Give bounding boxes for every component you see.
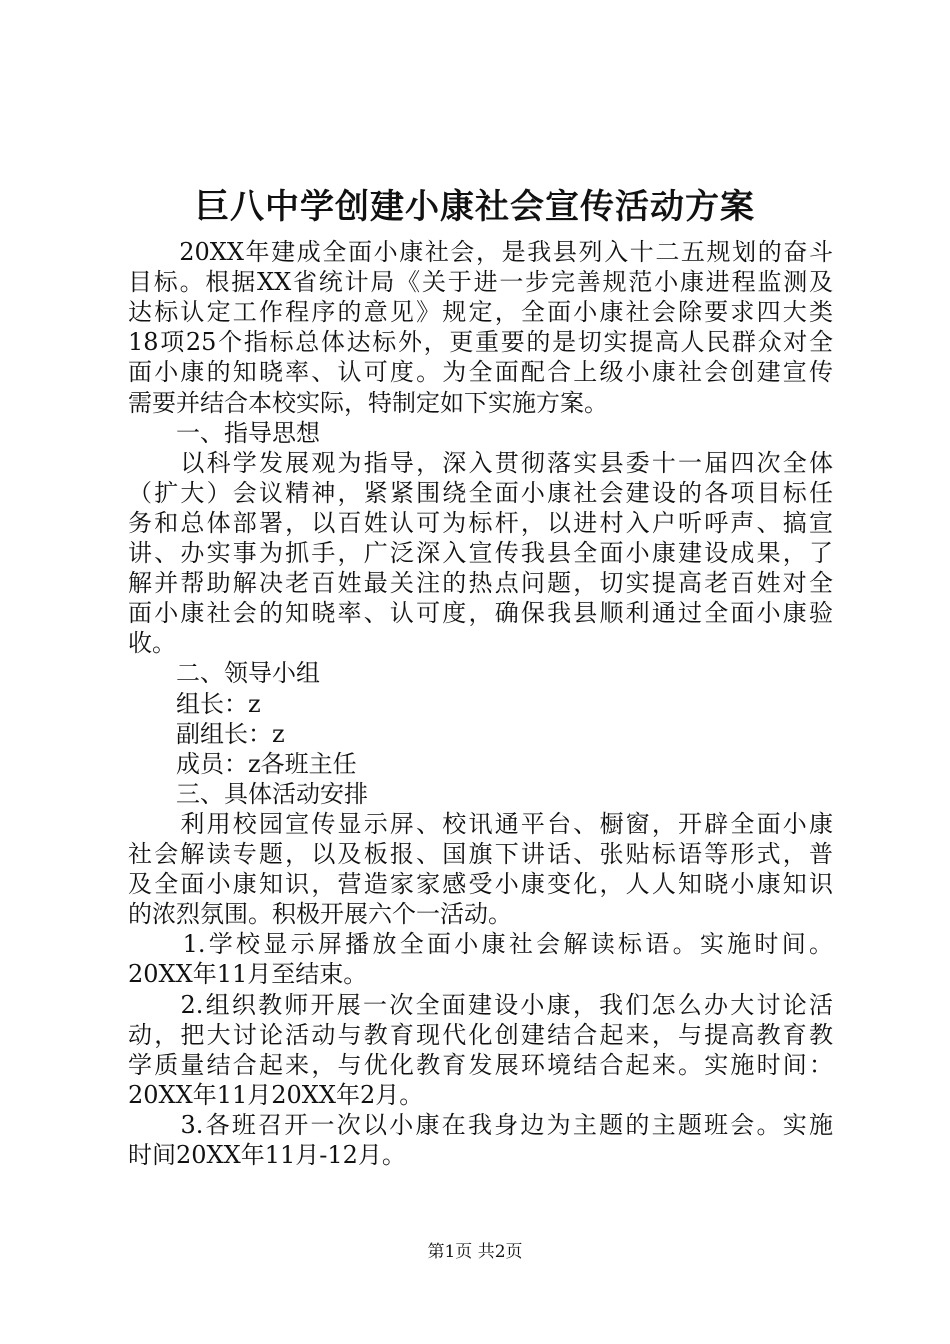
body-line: 需要并结合本校实际，特制定如下实施方案。 <box>128 389 608 417</box>
body-line: 解并帮助解决老百姓最关注的热点问题，切实提高老百姓对全 <box>128 569 833 597</box>
document-title: 巨八中学创建小康社会宣传活动方案 <box>195 187 755 227</box>
body-line: 的浓烈氛围。积极开展六个一活动。 <box>128 900 512 928</box>
body-line: 一、指导思想 <box>128 419 320 447</box>
body-line: 20XX年11月至结束。 <box>128 960 368 988</box>
body-line: 学质量结合起来，与优化教育发展环境结合起来。实施时间： <box>128 1051 833 1079</box>
body-line: 社会解读专题，以及板报、国旗下讲话、张贴标语等形式，普 <box>128 840 833 868</box>
body-line: 收。 <box>128 629 176 657</box>
body-line: 2.组织教师开展一次全面建设小康，我们怎么办大讨论活 <box>128 991 833 1019</box>
body-line: 以科学发展观为指导，深入贯彻落实县委十一届四次全体 <box>128 449 833 477</box>
body-line: 目标。根据XX省统计局《关于进一步完善规范小康进程监测及 <box>128 268 833 296</box>
body-line: 及全面小康知识，营造家家感受小康变化，人人知晓小康知识 <box>128 870 833 898</box>
body-line: 利用校园宣传显示屏、校讯通平台、橱窗，开辟全面小康 <box>128 810 833 838</box>
body-line: 面小康社会的知晓率、认可度，确保我县顺利通过全面小康验 <box>128 599 833 627</box>
body-line: 二、领导小组 <box>128 659 320 687</box>
body-line: 组长：z <box>128 690 261 718</box>
body-line: 3.各班召开一次以小康在我身边为主题的主题班会。实施 <box>128 1111 833 1139</box>
body-line: 1.学校显示屏播放全面小康社会解读标语。实施时间。 <box>128 930 833 958</box>
body-line: 副组长：z <box>128 720 285 748</box>
body-line: 18项25个指标总体达标外，更重要的是切实提高人民群众对全 <box>128 328 833 356</box>
body-line: 讲、办实事为抓手，广泛深入宣传我县全面小康建设成果，了 <box>128 539 833 567</box>
body-line: 达标认定工作程序的意见》规定，全面小康社会除要求四大类 <box>128 298 833 326</box>
body-line: 动，把大讨论活动与教育现代化创建结合起来，与提高教育教 <box>128 1021 833 1049</box>
page-footer: 第1页 共2页 <box>427 1242 523 1262</box>
body-line: （扩大）会议精神，紧紧围绕全面小康社会建设的各项目标任 <box>128 479 833 507</box>
body-line: 时间20XX年11月-12月。 <box>128 1141 406 1169</box>
body-line: 成员：z各班主任 <box>128 750 357 778</box>
body-line: 面小康的知晓率、认可度。为全面配合上级小康社会创建宣传 <box>128 358 833 386</box>
body-line: 20XX年建成全面小康社会，是我县列入十二五规划的奋斗 <box>128 238 833 266</box>
body-line: 三、具体活动安排 <box>128 780 368 808</box>
body-line: 务和总体部署，以百姓认可为标杆，以进村入户听呼声、搞宣 <box>128 509 833 537</box>
body-line: 20XX年11月20XX年2月。 <box>128 1081 424 1109</box>
